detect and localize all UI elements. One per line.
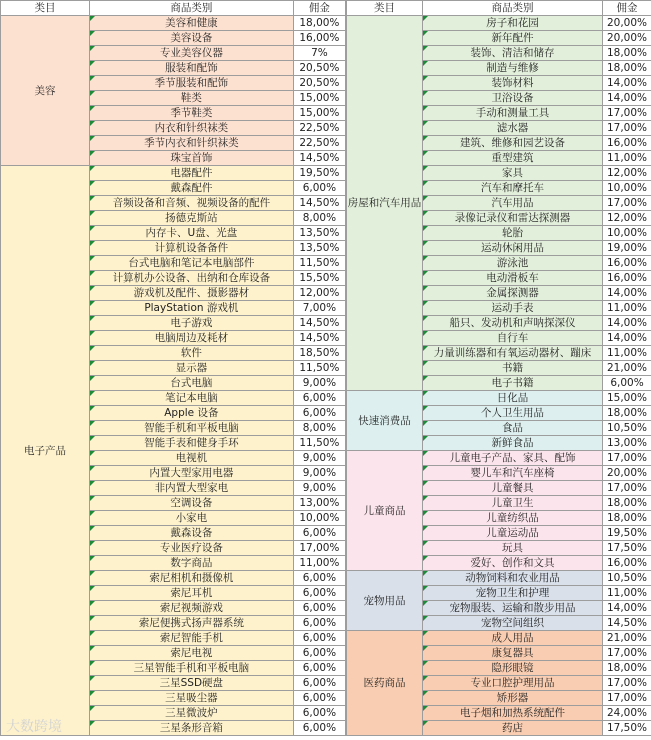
product-type-cell: 美容和健康 <box>89 16 293 31</box>
commission-cell: 10,50% <box>603 571 651 586</box>
product-type-cell: 三星SSD硬盘 <box>89 676 293 691</box>
product-type-cell: 宠物服装、运输和散步用品 <box>423 601 603 616</box>
commission-cell: 6,00% <box>293 181 345 196</box>
commission-cell: 16,00% <box>603 271 651 286</box>
product-type-cell: 三星条形音箱 <box>89 721 293 736</box>
commission-cell: 13,50% <box>293 241 345 256</box>
product-type-cell: 装饰、清洁和储存 <box>423 46 603 61</box>
header-commission: 佣金 <box>293 1 345 16</box>
table-row <box>347 391 651 406</box>
commission-cell: 11,00% <box>603 301 651 316</box>
product-type-cell: 新年配件 <box>423 31 603 46</box>
commission-cell: 18,00% <box>603 61 651 76</box>
commission-cell: 15,00% <box>603 391 651 406</box>
header-category: 类目 <box>1 1 90 16</box>
commission-cell: 10,00% <box>293 511 345 526</box>
commission-cell: 11,50% <box>293 361 345 376</box>
product-type-cell: 软件 <box>89 346 293 361</box>
commission-cell: 11,00% <box>603 586 651 601</box>
product-type-cell: 汽车和摩托车 <box>423 181 603 196</box>
product-type-cell: 日化品 <box>423 391 603 406</box>
category-cell: 儿童商品 <box>347 451 423 571</box>
product-type-cell: 服装和配饰 <box>89 61 293 76</box>
product-type-cell: 台式电脑 <box>89 376 293 391</box>
product-type-cell: 台式电脑和笔记本电脑部件 <box>89 256 293 271</box>
product-type-cell: 戴森配件 <box>89 181 293 196</box>
header-category: 类目 <box>347 1 423 16</box>
commission-cell: 14,00% <box>603 316 651 331</box>
commission-cell: 7% <box>293 46 345 61</box>
product-type-cell: 笔记本电脑 <box>89 391 293 406</box>
commission-cell: 18,00% <box>603 406 651 421</box>
product-type-cell: 三星吸尘器 <box>89 691 293 706</box>
product-type-cell: 隐形眼镜 <box>423 661 603 676</box>
product-type-cell: 建筑、维修和园艺设备 <box>423 136 603 151</box>
product-type-cell: 非内置大型家电 <box>89 481 293 496</box>
commission-cell: 15,00% <box>293 91 345 106</box>
product-type-cell: 计算机办公设备、出纳和仓库设备 <box>89 271 293 286</box>
product-type-cell: 装饰材料 <box>423 76 603 91</box>
product-type-cell: 智能手机和平板电脑 <box>89 421 293 436</box>
commission-cell: 14,00% <box>603 91 651 106</box>
commission-cell: 17,00% <box>603 451 651 466</box>
product-type-cell: 数字商品 <box>89 556 293 571</box>
commission-cell: 6,00% <box>293 586 345 601</box>
commission-cell: 6,00% <box>293 646 345 661</box>
commission-cell: 15,50% <box>293 271 345 286</box>
product-type-cell: 电子书籍 <box>423 376 603 391</box>
product-type-cell: 索尼相机和摄像机 <box>89 571 293 586</box>
commission-cell: 6,00% <box>293 391 345 406</box>
commission-cell: 13,00% <box>293 496 345 511</box>
product-type-cell: 索尼耳机 <box>89 586 293 601</box>
commission-cell: 16,00% <box>603 556 651 571</box>
commission-cell: 6,00% <box>293 616 345 631</box>
product-type-cell: 儿童运动品 <box>423 526 603 541</box>
commission-cell: 9,00% <box>293 481 345 496</box>
commission-cell: 14,50% <box>293 331 345 346</box>
commission-cell: 9,00% <box>293 466 345 481</box>
product-type-cell: 内存卡、U盘、光盘 <box>89 226 293 241</box>
header-commission: 佣金 <box>603 1 651 16</box>
category-cell: 房屋和汽车用品 <box>347 16 423 391</box>
commission-cell: 7,00% <box>293 301 345 316</box>
product-type-cell: 索尼智能手机 <box>89 631 293 646</box>
commission-cell: 6,00% <box>293 526 345 541</box>
product-type-cell: PlayStation 游戏机 <box>89 301 293 316</box>
commission-cell: 22,50% <box>293 136 345 151</box>
product-type-cell: 矫形器 <box>423 691 603 706</box>
product-type-cell: 美容设备 <box>89 31 293 46</box>
product-type-cell: 重型建筑 <box>423 151 603 166</box>
product-type-cell: 戴森设备 <box>89 526 293 541</box>
category-cell: 快速消费品 <box>347 391 423 451</box>
commission-cell: 12,00% <box>293 286 345 301</box>
product-type-cell: 索尼视频游戏 <box>89 601 293 616</box>
product-type-cell: 游戏机及配件、摄影器材 <box>89 286 293 301</box>
category-cell: 美容 <box>1 16 90 166</box>
commission-cell: 18,00% <box>603 46 651 61</box>
commission-cell: 13,50% <box>293 226 345 241</box>
commission-cell: 12,00% <box>603 211 651 226</box>
commission-cell: 11,50% <box>293 256 345 271</box>
product-type-cell: 电子烟和加热系统配件 <box>423 706 603 721</box>
product-type-cell: 轮胎 <box>423 226 603 241</box>
product-type-cell: 空调设备 <box>89 496 293 511</box>
product-type-cell: 电子游戏 <box>89 316 293 331</box>
product-type-cell: 书籍 <box>423 361 603 376</box>
commission-cell: 21,00% <box>603 631 651 646</box>
product-type-cell: 运动手表 <box>423 301 603 316</box>
category-cell: 宠物用品 <box>347 571 423 631</box>
commission-cell: 10,00% <box>603 226 651 241</box>
product-type-cell: 新鲜食品 <box>423 436 603 451</box>
product-type-cell: 力量训练器和有氧运动器材、蹦床 <box>423 346 603 361</box>
commission-cell: 20,00% <box>603 16 651 31</box>
commission-cell: 17,00% <box>603 196 651 211</box>
category-cell: 电子产品 <box>1 166 90 736</box>
product-type-cell: 宠物卫生和护理 <box>423 586 603 601</box>
commission-cell: 14,00% <box>603 331 651 346</box>
product-type-cell: 专业口腔护理用品 <box>423 676 603 691</box>
product-type-cell: 三星微波炉 <box>89 706 293 721</box>
product-type-cell: 电器配件 <box>89 166 293 181</box>
product-type-cell: 索尼电视 <box>89 646 293 661</box>
product-type-cell: 儿童卫生 <box>423 496 603 511</box>
watermark-logo: 大数跨境 <box>6 719 62 735</box>
product-type-cell: 汽车用品 <box>423 196 603 211</box>
commission-cell: 6,00% <box>603 376 651 391</box>
commission-cell: 17,00% <box>293 541 345 556</box>
product-type-cell: 儿童电子产品、家具、配饰 <box>423 451 603 466</box>
product-type-cell: 康复器具 <box>423 646 603 661</box>
commission-cell: 6,00% <box>293 631 345 646</box>
product-type-cell: 音频设备和音频、视频设备的配件 <box>89 196 293 211</box>
product-type-cell: 显示器 <box>89 361 293 376</box>
commission-cell: 19,00% <box>603 241 651 256</box>
commission-cell: 18,50% <box>293 346 345 361</box>
product-type-cell: 电脑周边及耗材 <box>89 331 293 346</box>
product-type-cell: 金属探测器 <box>423 286 603 301</box>
product-type-cell: 宠物空间组织 <box>423 616 603 631</box>
product-type-cell: 小家电 <box>89 511 293 526</box>
product-type-cell: 家具 <box>423 166 603 181</box>
product-type-cell: 季节内衣和针织袜类 <box>89 136 293 151</box>
product-type-cell: 滤水器 <box>423 121 603 136</box>
commission-cell: 12,00% <box>603 166 651 181</box>
commission-cell: 17,00% <box>603 121 651 136</box>
commission-cell: 6,00% <box>293 676 345 691</box>
commission-cell: 16,00% <box>293 31 345 46</box>
commission-cell: 6,00% <box>293 691 345 706</box>
commission-cell: 14,50% <box>293 196 345 211</box>
right-commission-table <box>346 0 651 736</box>
product-type-cell: 录像记录仪和雷达探测器 <box>423 211 603 226</box>
commission-cell: 16,00% <box>603 256 651 271</box>
commission-cell: 18,00% <box>603 661 651 676</box>
table-row <box>347 571 651 586</box>
header-product-type: 商品类别 <box>423 1 603 16</box>
product-type-cell: 内置大型家用电器 <box>89 466 293 481</box>
commission-cell: 17,50% <box>603 541 651 556</box>
product-type-cell: 手动和测量工具 <box>423 106 603 121</box>
commission-cell: 20,50% <box>293 76 345 91</box>
commission-cell: 8,00% <box>293 211 345 226</box>
product-type-cell: 制造与维修 <box>423 61 603 76</box>
product-type-cell: 卫浴设备 <box>423 91 603 106</box>
commission-cell: 6,00% <box>293 661 345 676</box>
commission-cell: 17,00% <box>603 106 651 121</box>
commission-cell: 14,00% <box>603 286 651 301</box>
commission-cell: 11,00% <box>293 556 345 571</box>
product-type-cell: 电视机 <box>89 451 293 466</box>
product-type-cell: 季节鞋类 <box>89 106 293 121</box>
table-row <box>347 451 651 466</box>
product-type-cell: 三星智能手机和平板电脑 <box>89 661 293 676</box>
product-type-cell: 食品 <box>423 421 603 436</box>
category-cell: 医药商品 <box>347 631 423 736</box>
product-type-cell: 鞋类 <box>89 91 293 106</box>
commission-cell: 14,50% <box>603 616 651 631</box>
commission-cell: 24,00% <box>603 706 651 721</box>
product-type-cell: 婴儿车和汽车座椅 <box>423 466 603 481</box>
commission-cell: 10,00% <box>603 181 651 196</box>
commission-cell: 9,00% <box>293 376 345 391</box>
product-type-cell: 专业医疗设备 <box>89 541 293 556</box>
product-type-cell: 儿童餐具 <box>423 481 603 496</box>
product-type-cell: 智能手表和健身手环 <box>89 436 293 451</box>
product-type-cell: 爱好、创作和文具 <box>423 556 603 571</box>
product-type-cell: 成人用品 <box>423 631 603 646</box>
product-type-cell: 珠宝首饰 <box>89 151 293 166</box>
commission-cell: 13,00% <box>603 436 651 451</box>
header-row <box>347 1 651 16</box>
commission-cell: 17,00% <box>603 691 651 706</box>
product-type-cell: 动物饲料和农业用品 <box>423 571 603 586</box>
commission-cell: 18,00% <box>603 496 651 511</box>
product-type-cell: 玩具 <box>423 541 603 556</box>
commission-cell: 14,00% <box>603 76 651 91</box>
commission-cell: 6,00% <box>293 706 345 721</box>
product-type-cell: 房子和花园 <box>423 16 603 31</box>
product-type-cell: 电动滑板车 <box>423 271 603 286</box>
commission-cell: 14,00% <box>603 601 651 616</box>
commission-cell: 20,00% <box>603 31 651 46</box>
product-type-cell: 计算机设备备件 <box>89 241 293 256</box>
commission-cell: 20,50% <box>293 61 345 76</box>
product-type-cell: 游泳池 <box>423 256 603 271</box>
commission-cell: 21,00% <box>603 361 651 376</box>
commission-cell: 10,50% <box>603 421 651 436</box>
commission-cell: 6,00% <box>293 601 345 616</box>
product-type-cell: 儿童纺织品 <box>423 511 603 526</box>
commission-cell: 15,00% <box>293 106 345 121</box>
product-type-cell: 自行车 <box>423 331 603 346</box>
commission-cell: 6,00% <box>293 721 345 736</box>
commission-cell: 11,50% <box>293 436 345 451</box>
table-row <box>1 16 346 31</box>
product-type-cell: 内衣和针织袜类 <box>89 121 293 136</box>
product-type-cell: 索尼便携式扬声器系统 <box>89 616 293 631</box>
header-row <box>1 1 346 16</box>
product-type-cell: 专业美容仪器 <box>89 46 293 61</box>
commission-cell: 19,50% <box>293 166 345 181</box>
commission-cell: 19,50% <box>603 526 651 541</box>
product-type-cell: 船只、发动机和声呐探深仪 <box>423 316 603 331</box>
product-type-cell: Apple 设备 <box>89 406 293 421</box>
product-type-cell: 扬德克斯站 <box>89 211 293 226</box>
header-product-type: 商品类别 <box>89 1 293 16</box>
commission-cell: 14,50% <box>293 316 345 331</box>
commission-cell: 6,00% <box>293 406 345 421</box>
table-row <box>347 16 651 31</box>
commission-cell: 11,00% <box>603 151 651 166</box>
commission-cell: 6,00% <box>293 571 345 586</box>
table-row <box>347 631 651 646</box>
table-row <box>1 166 346 181</box>
commission-cell: 22,50% <box>293 121 345 136</box>
commission-cell: 17,00% <box>603 676 651 691</box>
product-type-cell: 个人卫生用品 <box>423 406 603 421</box>
commission-cell: 8,00% <box>293 421 345 436</box>
commission-cell: 9,00% <box>293 451 345 466</box>
commission-cell: 17,00% <box>603 646 651 661</box>
commission-cell: 20,00% <box>603 466 651 481</box>
product-type-cell: 季节服装和配饰 <box>89 76 293 91</box>
commission-cell: 16,00% <box>603 136 651 151</box>
product-type-cell: 运动休闲用品 <box>423 241 603 256</box>
commission-cell: 17,50% <box>603 721 651 736</box>
product-type-cell: 药店 <box>423 721 603 736</box>
commission-cell: 17,00% <box>603 481 651 496</box>
commission-cell: 18,00% <box>293 16 345 31</box>
commission-cell: 11,00% <box>603 346 651 361</box>
commission-cell: 18,00% <box>603 511 651 526</box>
commission-cell: 14,50% <box>293 151 345 166</box>
